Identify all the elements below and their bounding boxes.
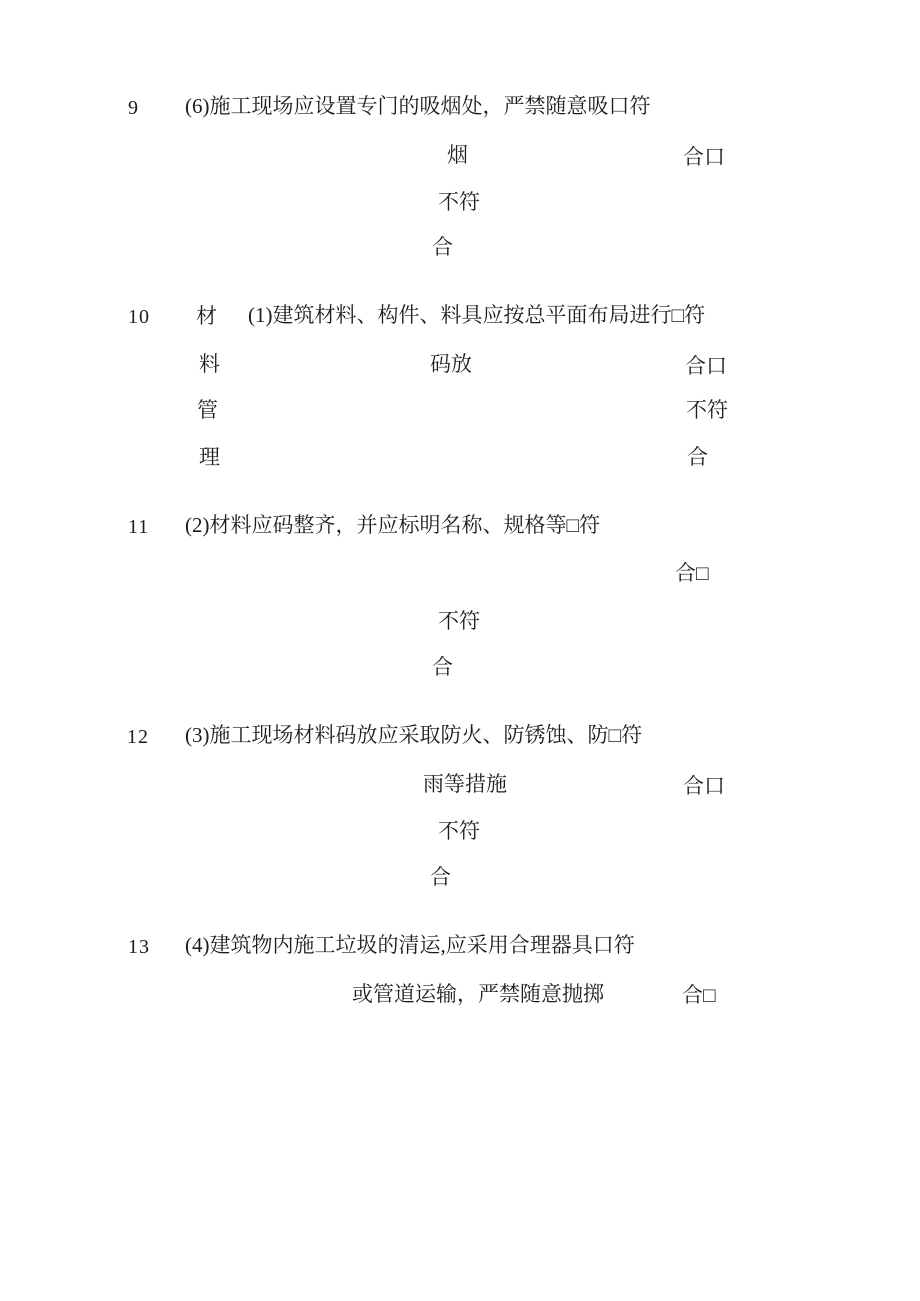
row-number: 10 <box>128 306 150 328</box>
row-number: 11 <box>128 516 150 538</box>
item-text-line1: (3)施工现场材料码放应采取防火、防锈蚀、防□符 <box>185 723 643 747</box>
item-text-line1: (6)施工现场应设置专门的吸烟处，严禁随意吸口符 <box>185 94 651 118</box>
conformity-label: 合□ <box>675 561 709 585</box>
item-text-cont: 雨等措施 <box>423 772 507 796</box>
category-char: 料 <box>199 352 220 376</box>
conformity-label: 合口 <box>683 145 725 169</box>
conformity-label: 合 <box>432 655 453 679</box>
row-number: 13 <box>128 936 150 958</box>
conformity-label: 合口 <box>683 774 725 798</box>
item-text-cont: 烟 <box>447 143 468 167</box>
conformity-label: 合□ <box>682 983 716 1007</box>
conformity-label: 合 <box>432 235 453 259</box>
conformity-label: 不符 <box>438 190 480 214</box>
conformity-label: 合 <box>430 865 451 889</box>
conformity-label: 不符 <box>686 398 728 422</box>
row-number: 9 <box>128 97 139 119</box>
conformity-label: 不符 <box>438 609 480 633</box>
conformity-label: 合口 <box>685 354 727 378</box>
item-text-cont: 或管道运输，严禁随意抛掷 <box>352 982 604 1006</box>
category-char: 材 <box>196 304 217 328</box>
category-char: 理 <box>199 445 220 469</box>
category-char: 管 <box>197 398 218 422</box>
conformity-label: 不符 <box>438 819 480 843</box>
item-text-line1: (1)建筑材料、构件、料具应按总平面布局进行□符 <box>248 303 706 327</box>
item-text-line1: (2)材料应码整齐，并应标明名称、规格等□符 <box>185 513 601 537</box>
conformity-label: 合 <box>687 445 708 469</box>
item-text-line1: (4)建筑物内施工垃圾的清运,应采用合理器具口符 <box>185 933 635 957</box>
row-number: 12 <box>127 726 149 748</box>
item-text-cont: 码放 <box>430 352 472 376</box>
